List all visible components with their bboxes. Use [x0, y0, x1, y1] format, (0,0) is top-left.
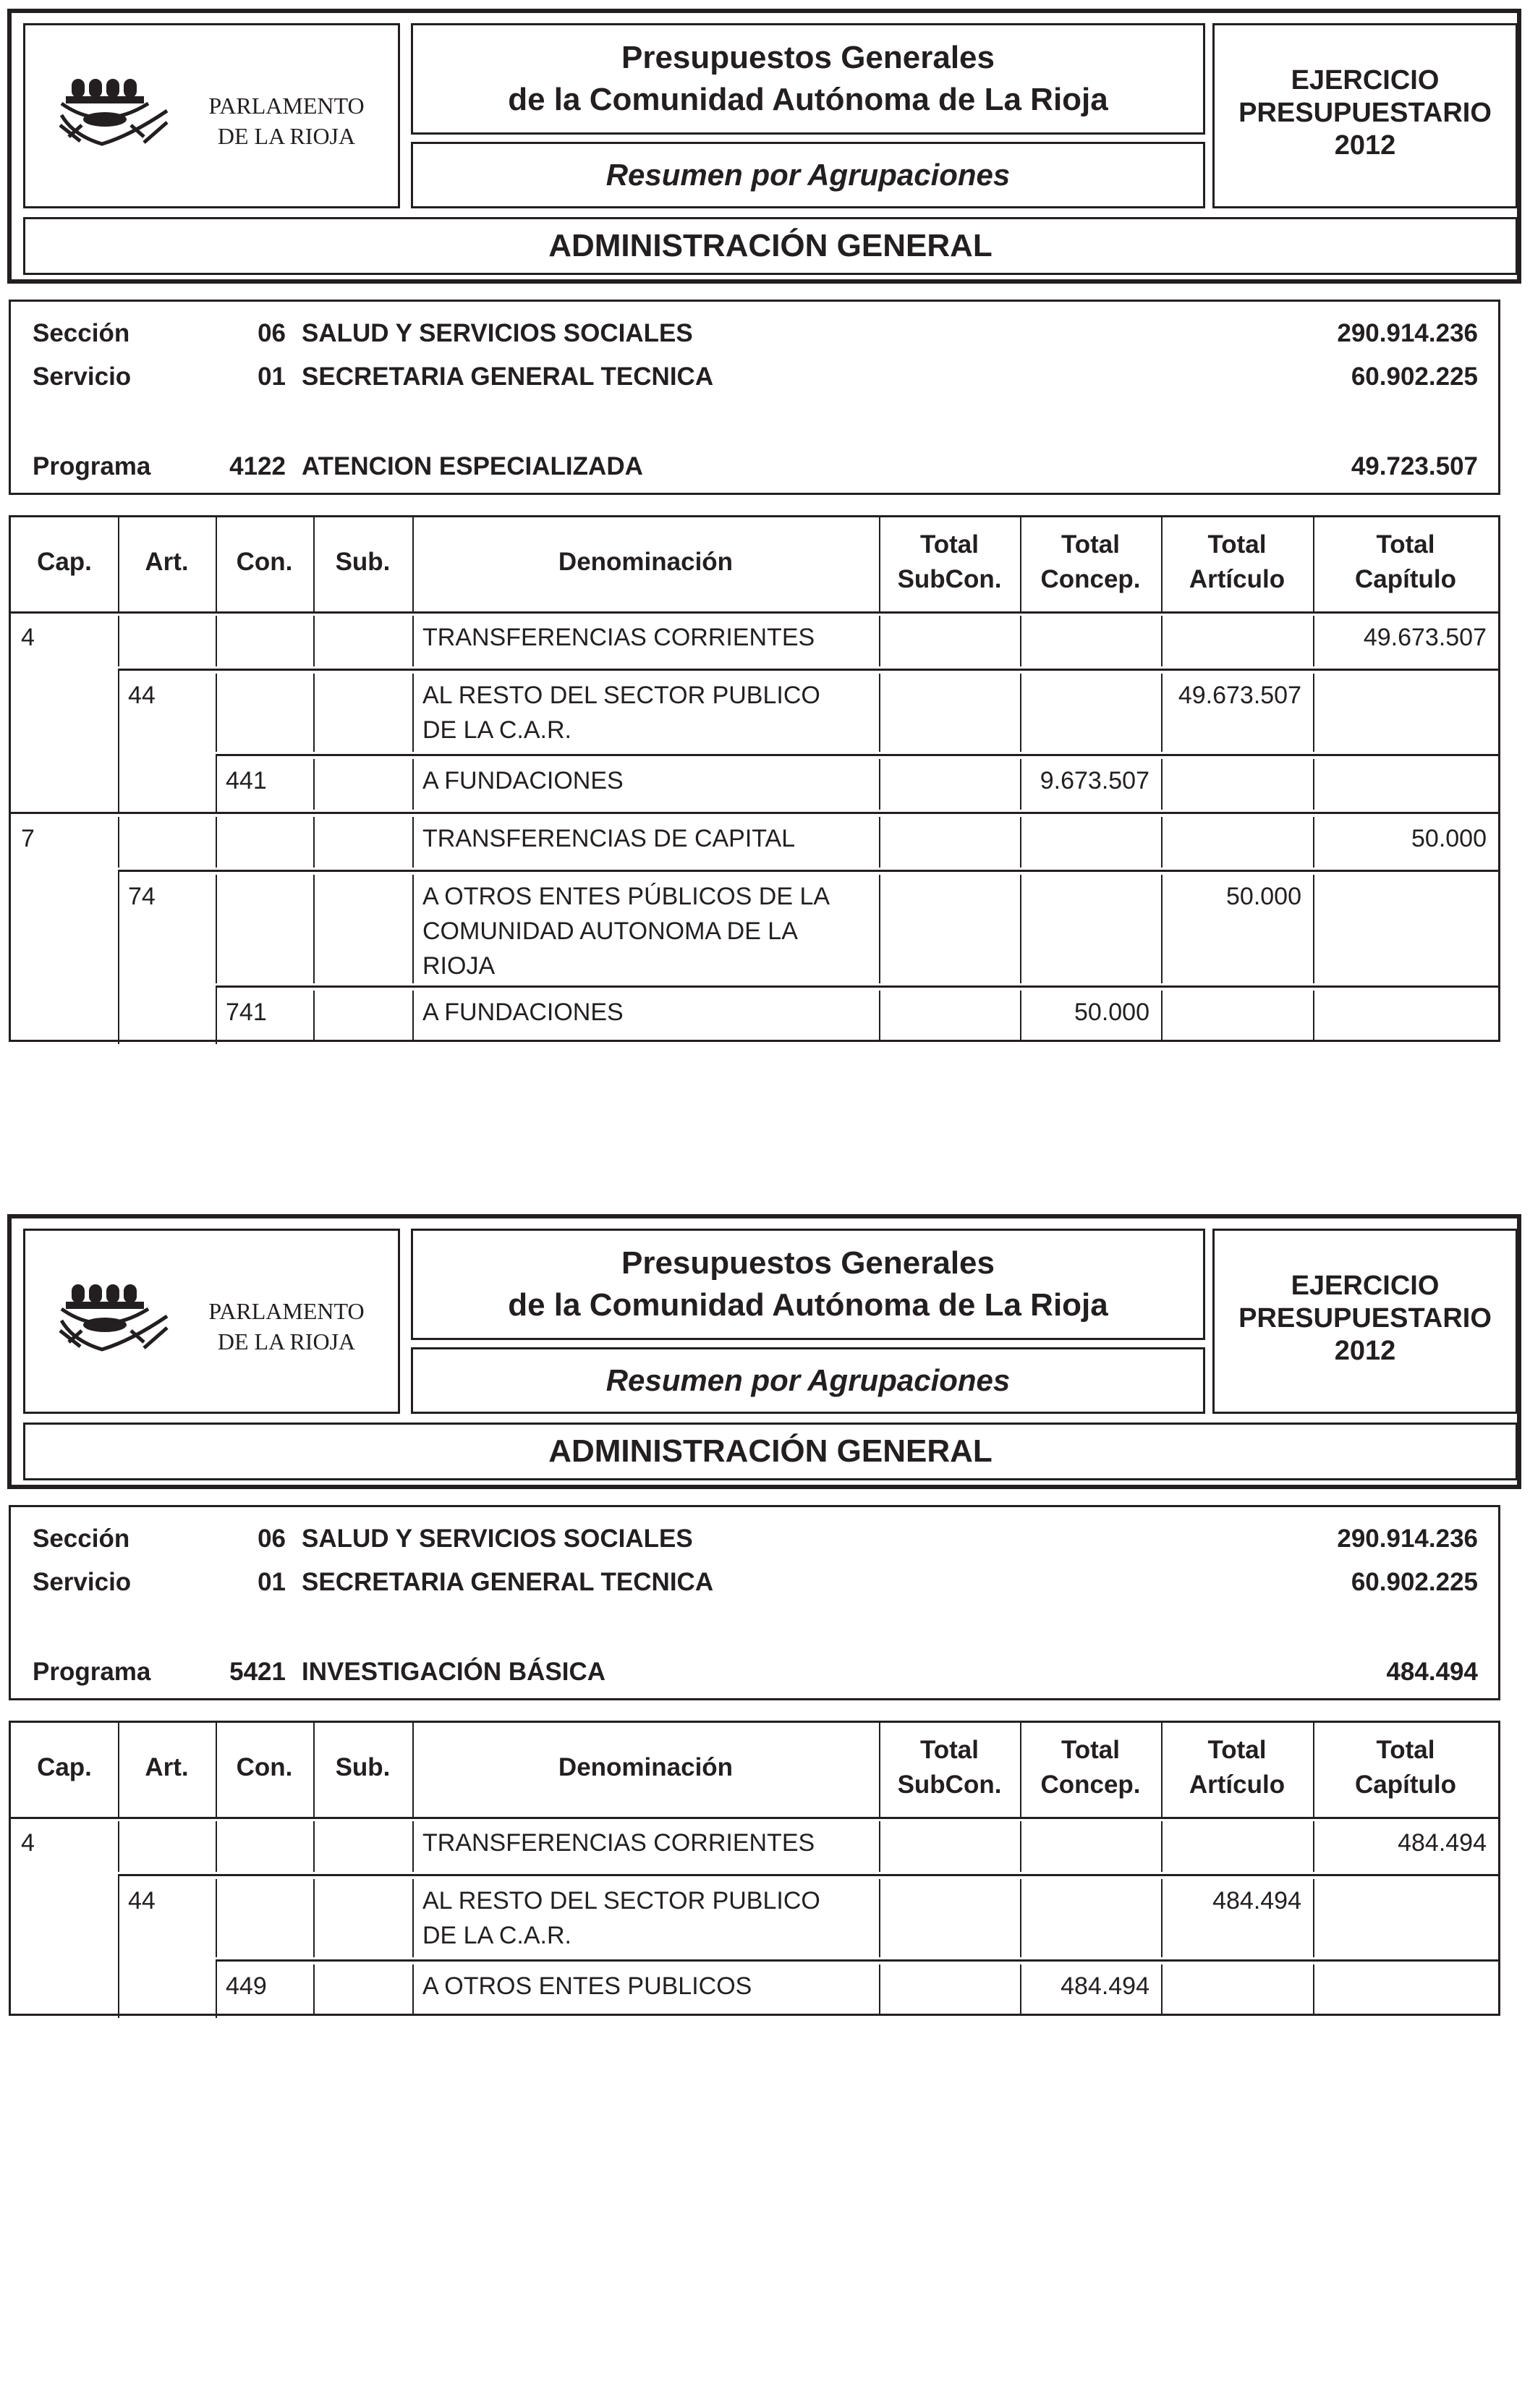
seccion-name: SALUD Y SERVICIOS SOCIALES	[302, 1525, 693, 1553]
column-divider	[216, 616, 217, 666]
seccion-name: SALUD Y SERVICIOS SOCIALES	[302, 319, 693, 347]
column-header-concep: Total Concep.	[1040, 530, 1141, 593]
column-divider	[1161, 817, 1163, 868]
column-divider	[879, 616, 880, 666]
row-denominacion: A FUNDACIONES	[422, 767, 624, 794]
column-divider	[1161, 759, 1163, 810]
row-denominacion: A FUNDACIONES	[422, 999, 624, 1026]
seccion-amount: 290.914.236	[1337, 319, 1478, 347]
column-divider	[118, 755, 119, 813]
column-header-con: Con.	[236, 548, 293, 576]
column-divider	[216, 1960, 217, 2018]
ejercicio-box	[1212, 1229, 1518, 1414]
programa-amount: 484.494	[1386, 1658, 1478, 1686]
column-divider	[1020, 875, 1021, 983]
row-denominacion: AL RESTO DEL SECTOR PUBLICO DE LA C.A.R.	[422, 1887, 820, 1949]
ejercicio-box	[1212, 23, 1518, 208]
column-header-art: Art.	[145, 548, 189, 576]
row-code-cap: 4	[21, 624, 35, 651]
logo-line2: DE LA RIOJA	[217, 1328, 356, 1354]
column-divider	[313, 1879, 315, 1957]
programa-code: 4122	[229, 452, 286, 480]
servicio-label: Servicio	[33, 1568, 132, 1596]
column-divider	[1161, 1723, 1163, 1817]
ejercicio-line2: PRESUPUESTARIO	[1238, 1303, 1492, 1334]
column-divider	[313, 1723, 315, 1817]
column-divider	[1313, 759, 1314, 810]
logo-line1: PARLAMENTO	[208, 1298, 365, 1324]
ejercicio-year: 2012	[1334, 1336, 1396, 1366]
column-header-con: Con.	[236, 1753, 293, 1781]
table-row	[11, 870, 1498, 986]
column-divider	[1313, 1964, 1314, 2015]
column-divider	[412, 517, 414, 611]
servicio-amount: 60.902.225	[1351, 1568, 1478, 1596]
ejercicio-line2: PRESUPUESTARIO	[1238, 98, 1492, 128]
seccion-row	[11, 1523, 1498, 1555]
row-total-articulo: 49.673.507	[1178, 682, 1301, 709]
column-divider	[879, 991, 880, 1041]
column-divider	[118, 616, 119, 666]
row-code-cap: 4	[21, 1829, 35, 1857]
seccion-amount: 290.914.236	[1337, 1525, 1478, 1553]
row-denominacion: A OTROS ENTES PUBLICOS	[422, 1972, 752, 2000]
row-denominacion: A OTROS ENTES PÚBLICOS DE LA COMUNIDAD AUTONOMA DE LA RIOJA	[422, 883, 830, 980]
table-row	[11, 1817, 1498, 1875]
column-header-den: Denominación	[558, 1753, 734, 1781]
budget-table	[9, 515, 1500, 1042]
column-header-sub: Sub.	[335, 548, 391, 576]
row-denominacion: AL RESTO DEL SECTOR PUBLICO DE LA C.A.R.	[422, 682, 820, 744]
column-header-capitulo: Total Capítulo	[1355, 530, 1456, 593]
column-divider	[1020, 1821, 1021, 1872]
row-total-articulo: 484.494	[1212, 1887, 1301, 1915]
row-code-con: 441	[226, 767, 267, 794]
column-divider	[118, 1723, 119, 1817]
table-row	[11, 986, 1498, 1044]
column-divider	[313, 1964, 315, 2015]
table-row	[11, 755, 1498, 813]
column-divider	[879, 817, 880, 868]
row-total-capitulo: 50.000	[1411, 825, 1487, 852]
column-divider	[216, 986, 217, 1044]
row-code-art: 44	[128, 1887, 156, 1915]
column-header-cap: Cap.	[37, 1753, 92, 1781]
document-subtitle: Resumen por Agrupaciones	[411, 1347, 1205, 1414]
column-header-capitulo: Total Capítulo	[1355, 1736, 1456, 1799]
column-divider	[1313, 1879, 1314, 1957]
column-header-concep: Total Concep.	[1040, 1736, 1141, 1799]
document-subtitle: Resumen por Agrupaciones	[411, 142, 1205, 208]
row-total-capitulo: 484.494	[1398, 1829, 1487, 1857]
section-info	[9, 300, 1500, 495]
column-divider	[412, 616, 414, 666]
page-header	[7, 1214, 1521, 1489]
column-divider	[879, 875, 880, 983]
programa-name: ATENCION ESPECIALIZADA	[302, 452, 643, 480]
seccion-code: 06	[258, 1525, 286, 1553]
servicio-label: Servicio	[33, 363, 132, 391]
column-divider	[1161, 517, 1163, 611]
column-divider	[879, 1964, 880, 2015]
column-header-subcon: Total SubCon.	[897, 530, 1002, 593]
column-divider	[216, 1879, 217, 1957]
column-divider	[313, 817, 315, 868]
column-header-den: Denominación	[558, 548, 734, 576]
programa-code: 5421	[229, 1658, 286, 1686]
column-divider	[1313, 674, 1314, 752]
column-divider	[1313, 991, 1314, 1041]
section-info	[9, 1505, 1500, 1700]
column-divider	[216, 517, 217, 611]
column-divider	[216, 1723, 217, 1817]
seccion-label: Sección	[33, 319, 130, 347]
column-divider	[313, 991, 315, 1041]
seccion-row	[11, 318, 1498, 349]
programa-name: INVESTIGACIÓN BÁSICA	[302, 1658, 606, 1686]
column-divider	[412, 991, 414, 1041]
column-header-art: Art.	[145, 1753, 189, 1781]
row-code-con: 449	[226, 1972, 267, 2000]
column-divider	[313, 517, 315, 611]
programa-row	[11, 451, 1498, 483]
row-denominacion: TRANSFERENCIAS DE CAPITAL	[422, 825, 796, 852]
column-header-articulo: Total Artículo	[1189, 530, 1285, 593]
servicio-name: SECRETARIA GENERAL TECNICA	[302, 363, 714, 391]
table-row	[11, 611, 1498, 669]
administracion-title: ADMINISTRACIÓN GENERAL	[23, 217, 1518, 275]
column-divider	[1020, 817, 1021, 868]
parlamento-name	[189, 1296, 384, 1357]
column-divider	[216, 674, 217, 752]
column-header-subcon: Total SubCon.	[897, 1736, 1002, 1799]
ejercicio-line1: EJERCICIO	[1291, 1271, 1440, 1301]
column-divider	[412, 1821, 414, 1872]
parlamento-name	[189, 90, 384, 151]
table-row	[11, 1960, 1498, 2018]
column-divider	[216, 875, 217, 983]
row-code-con: 741	[226, 999, 267, 1026]
ejercicio-line1: EJERCICIO	[1291, 65, 1440, 96]
column-divider	[313, 1821, 315, 1872]
row-code-cap: 7	[21, 825, 35, 852]
column-divider	[118, 870, 119, 986]
title-line1: Presupuestos Generales	[621, 40, 995, 75]
budget-page	[0, 1214, 1530, 2408]
table-row	[11, 669, 1498, 755]
column-divider	[1313, 875, 1314, 983]
table-row	[11, 813, 1498, 870]
column-divider	[412, 817, 414, 868]
column-divider	[118, 1821, 119, 1872]
column-divider	[1161, 616, 1163, 666]
logo-line2: DE LA RIOJA	[217, 123, 356, 149]
column-divider	[1020, 616, 1021, 666]
column-divider	[313, 875, 315, 983]
column-divider	[216, 755, 217, 813]
document-title	[411, 23, 1205, 135]
column-divider	[118, 517, 119, 611]
column-divider	[1020, 517, 1021, 611]
column-divider	[118, 669, 119, 755]
column-divider	[412, 674, 414, 752]
column-divider	[118, 1960, 119, 2018]
column-divider	[118, 986, 119, 1044]
row-total-capitulo: 49.673.507	[1363, 624, 1487, 651]
programa-row	[11, 1656, 1498, 1688]
column-divider	[879, 517, 880, 611]
column-divider	[1313, 517, 1314, 611]
column-divider	[879, 1821, 880, 1872]
column-divider	[118, 1875, 119, 1960]
row-denominacion: TRANSFERENCIAS CORRIENTES	[422, 624, 815, 651]
programa-label: Programa	[33, 1658, 151, 1686]
column-divider	[216, 1821, 217, 1872]
programa-label: Programa	[33, 452, 151, 480]
title-line2: de la Comunidad Autónoma de La Rioja	[508, 82, 1108, 117]
column-divider	[412, 1723, 414, 1817]
row-code-art: 74	[128, 883, 156, 910]
column-divider	[313, 759, 315, 810]
logo-box	[23, 1229, 400, 1414]
document-title	[411, 1229, 1205, 1340]
row-total-concep: 50.000	[1074, 999, 1149, 1026]
row-total-articulo: 50.000	[1226, 883, 1301, 910]
row-total-concep: 9.673.507	[1040, 767, 1149, 794]
servicio-amount: 60.902.225	[1351, 363, 1478, 391]
column-divider	[118, 817, 119, 868]
column-divider	[412, 875, 414, 983]
column-divider	[879, 1879, 880, 1957]
page-header	[7, 9, 1521, 284]
servicio-code: 01	[258, 1568, 286, 1596]
row-code-art: 44	[128, 682, 156, 709]
column-divider	[1161, 991, 1163, 1041]
column-divider	[1020, 1879, 1021, 1957]
column-divider	[1020, 674, 1021, 752]
column-divider	[313, 674, 315, 752]
servicio-row	[11, 361, 1498, 393]
administracion-title: ADMINISTRACIÓN GENERAL	[23, 1423, 1518, 1480]
column-divider	[1313, 1723, 1314, 1817]
logo-box	[23, 23, 400, 208]
column-header-cap: Cap.	[37, 548, 92, 576]
budget-page	[0, 9, 1530, 1203]
column-divider	[412, 759, 414, 810]
row-denominacion: TRANSFERENCIAS CORRIENTES	[422, 1829, 815, 1857]
programa-amount: 49.723.507	[1351, 452, 1478, 480]
seccion-label: Sección	[33, 1525, 130, 1553]
column-divider	[216, 817, 217, 868]
column-divider	[879, 759, 880, 810]
servicio-name: SECRETARIA GENERAL TECNICA	[302, 1568, 714, 1596]
logo-line1: PARLAMENTO	[208, 93, 365, 119]
column-divider	[1161, 1964, 1163, 2015]
title-line2: de la Comunidad Autónoma de La Rioja	[508, 1287, 1108, 1323]
column-divider	[1161, 1821, 1163, 1872]
column-divider	[1020, 1723, 1021, 1817]
parlamento-logo-icon	[59, 75, 174, 154]
column-divider	[412, 1879, 414, 1957]
column-header-sub: Sub.	[335, 1753, 391, 1781]
column-divider	[313, 616, 315, 666]
column-divider	[412, 1964, 414, 2015]
ejercicio-year: 2012	[1334, 130, 1396, 161]
table-row	[11, 1875, 1498, 1960]
row-total-concep: 484.494	[1061, 1972, 1149, 2000]
column-header-articulo: Total Artículo	[1189, 1736, 1285, 1799]
servicio-row	[11, 1567, 1498, 1598]
servicio-code: 01	[258, 363, 286, 391]
seccion-code: 06	[258, 319, 286, 347]
column-divider	[879, 1723, 880, 1817]
column-divider	[879, 674, 880, 752]
parlamento-logo-icon	[59, 1280, 174, 1360]
budget-table	[9, 1721, 1500, 2016]
title-line1: Presupuestos Generales	[621, 1245, 995, 1281]
